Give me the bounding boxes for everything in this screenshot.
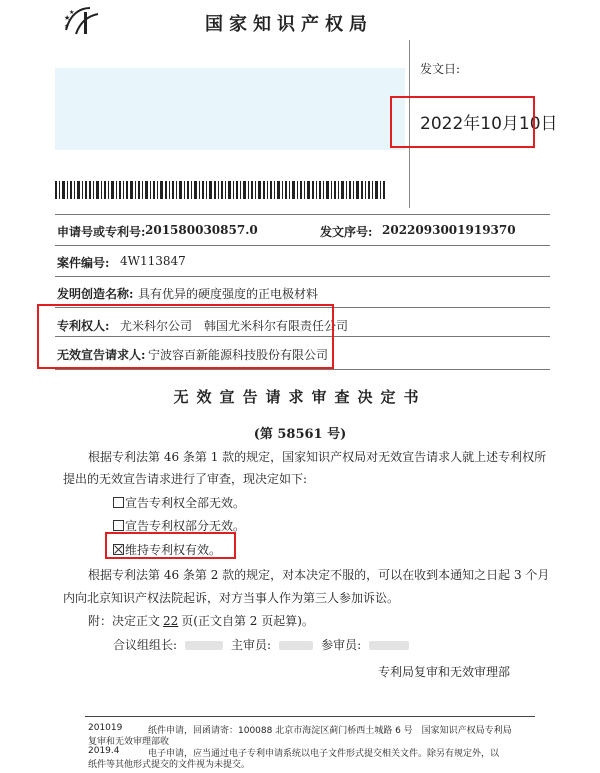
app-no: 201580030857.0 — [145, 223, 258, 237]
send-date: 2022年10月10日 — [420, 114, 558, 134]
decision-number: (第 58561 号) — [253, 427, 347, 442]
requester: 宁波容百新能源科技股份有限公司 — [148, 348, 329, 362]
rule — [55, 369, 550, 370]
page-count: 22 — [163, 614, 179, 628]
rule — [55, 214, 550, 215]
footer-code-1: 201019 — [88, 723, 123, 733]
paragraph-2-line-2: 内向北京知识产权法院起诉，对方当事人作为第三人参加诉讼。 — [63, 591, 400, 605]
option-maintain-valid: 维持专利权有效。 — [113, 541, 221, 558]
footer-code-2: 2019.4 — [88, 746, 120, 756]
footer-line-1: 纸件申请，回函请寄：100088 北京市海淀区蓟门桥西土城路 6 号 国家知识产权局专利局 — [148, 726, 512, 736]
option-invalidate-all: 宣告专利权全部无效。 — [113, 494, 245, 511]
address-redaction — [55, 68, 405, 150]
svg-text:★: ★ — [64, 23, 70, 30]
app-no-label: 申请号或专利号: — [57, 225, 146, 239]
cnipa-logo — [62, 4, 102, 38]
patentee-label: 专利权人: — [57, 319, 110, 333]
svg-text:★: ★ — [69, 9, 75, 16]
send-date-label: 发文日: — [420, 62, 461, 76]
barcode — [55, 181, 385, 199]
footer-line-3: 电子申请，应当通过电子专利申请系统以电子文件形式提交相关文件。除另有规定外，以 — [148, 749, 500, 759]
signoff: 专利局复审和无效审理部 — [377, 665, 510, 679]
doc-serial-label: 发文序号: — [320, 225, 373, 239]
name-redaction — [185, 641, 223, 650]
option-invalidate-part: 宣告专利权部分无效。 — [113, 517, 245, 534]
svg-text:★: ★ — [64, 14, 71, 22]
decision-title: 无效宣告请求审查决定书 — [173, 388, 427, 406]
name-redaction — [279, 641, 313, 650]
doc-serial: 2022093001919370 — [382, 223, 516, 237]
case-no: 4W113847 — [120, 254, 186, 268]
requester-label: 无效宣告请求人: — [57, 348, 146, 362]
paragraph-1-line-1: 根据专利法第 46 条第 1 款的规定，国家知识产权局对无效宣告请求人就上述专利权所 — [88, 450, 547, 464]
parties-highlight-box — [37, 304, 334, 369]
checkbox-empty-icon — [113, 520, 124, 531]
paragraph-2-line-1: 根据专利法第 46 条第 2 款的规定，对本决定不服的，可以在收到本通知之日起 3 个月 — [88, 568, 550, 582]
patentee: 尤米科尔公司 韩国尤米科尔有限责任公司 — [120, 319, 349, 333]
checkbox-empty-icon — [113, 497, 124, 508]
invention-label: 发明创造名称: — [57, 287, 134, 301]
attachment-note: 附：决定正文 22 页(正文自第 2 页起算)。 — [88, 614, 314, 628]
panel-members: 合议组组长: 主审员: 参审员: — [113, 636, 417, 653]
date-highlight-box — [390, 96, 535, 148]
footer-rule — [85, 716, 535, 717]
footer-line-4: 纸件等其他形式提交的文件视为未提交。 — [88, 760, 251, 770]
name-redaction — [369, 641, 409, 650]
case-no-label: 案件编号: — [57, 256, 110, 270]
office-name: 国家知识产权局 — [205, 14, 373, 35]
paragraph-1-line-2: 提出的无效宣告请求进行了审查，现决定如下: — [63, 472, 308, 486]
invention-title: 具有优异的硬度强度的正电极材料 — [138, 287, 319, 301]
footer-line-2: 复审和无效审理部收 — [88, 737, 170, 747]
option-highlight-box — [105, 532, 236, 559]
rule — [55, 245, 550, 246]
rule — [55, 276, 550, 277]
